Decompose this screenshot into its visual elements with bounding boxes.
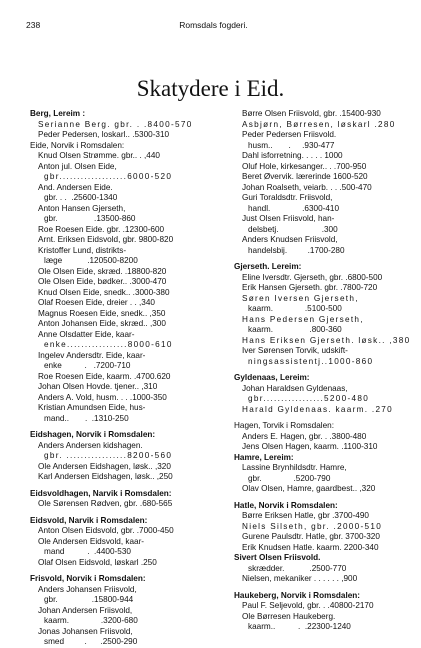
list-entry: Knud Olsen Strømme. gbr.. . ,440 [38,151,160,160]
list-entry: Ole Børresen Haukeberg. [242,611,336,621]
list-entry: Knud Olsen Eide, snedk.. .3000-380 [38,287,170,297]
section-heading: Frisvold, Norvik i Romsdalen: [30,574,146,583]
list-entry: Ingelev Andersdtr. Eide, kaar- [38,350,146,360]
list-entry: Hans Pedersen Gjerseth, [242,314,364,324]
list-entry: smed . .2500-290 [44,637,138,646]
list-entry: husm.. . .930-477 [248,140,335,150]
list-entry: Johan Andersen Friisvold, [38,605,133,615]
list-entry: Ole Sørensen Rødven, gbr. .680-565 [38,499,173,508]
list-entry: Jonas Johansen Friisvold, [38,626,133,636]
section-heading: Eidsvoldhagen, Narvik i Romsdalen: [30,488,172,498]
list-entry: Karl Andersen Eidshagen, løsk.. ,250 [38,472,173,481]
left-column [30,109,225,648]
running-head: Romsdals fogderi. [179,20,248,30]
list-entry: Iver Sørensen Torvik, udskift- [242,346,348,355]
list-entry: Kristian Amundsen Eide, hus- [38,403,146,412]
list-entry: gbr...................6000-520 [44,172,173,181]
list-entry: Ole Andersen Eidsvold, kaar- [38,536,145,546]
list-entry: Beret Øvervik. lærerinde 1600-520 [242,172,368,181]
list-entry: kaarm. .800-360 [248,325,342,334]
list-entry: gbr. .15800-944 [44,595,134,604]
list-entry: gbr. .5200-790 [248,473,331,483]
list-entry: gbr. .13500-860 [44,214,136,223]
list-entry: Søren Iversen Gjerseth, [242,293,359,303]
list-entry: Anders E. Hagen, gbr. . .3800-480 [242,431,367,441]
list-entry: mand . .4400-530 [44,547,131,556]
list-entry: Olaf Roesen Eide, dreier . . ,340 [38,298,155,307]
page-title: Skatydere i Eid. [136,76,285,101]
list-entry: Serianne Berg. gbr. . .8400-570 [38,119,193,129]
page-number: 238 [26,20,41,30]
section-heading: Gyldenaas, Lereim: [234,373,310,382]
section-heading: Eidsvold, Narvik i Romsdalen: [30,515,148,525]
section-heading: Eidshagen, Norvik i Romsdalen: [30,430,156,439]
list-entry: Asbjørn, Børresen, løskarl .280 [242,119,396,129]
list-entry: Ole Andersen Eidshagen, løsk.. ,320 [38,461,171,471]
list-entry: kaarm. .5100-500 [248,304,342,313]
list-entry: Anders Andersen kidshagen. [38,440,143,450]
list-entry: Anne Olsdatter Eide, kaar- [38,329,135,339]
list-entry: Oluf Hole, kirkesanger.. . .700-950 [242,161,367,171]
list-entry: Anton Olsen Eidsvold, gbr. .7000-450 [38,526,174,535]
right-column [234,109,421,633]
list-entry: skrædder. .2500-770 [248,563,347,573]
list-entry: handelsbij. .1700-280 [248,245,345,255]
list-entry: Just Olsen Friisvold, han- [242,214,335,223]
list-entry: Erik Hansen Gjerseth. gbr. .7800-720 [242,283,378,292]
list-entry: Anton Hansen Gjerseth, [38,203,126,213]
list-entry: Børre Olsen Friisvold, gbr. .15400-930 [242,109,381,118]
list-entry: Harald Gyldenaas. kaarm. .270 [242,404,394,414]
list-entry: Olav Olsen, Hamre, gaardbest.. ,320 [242,484,376,493]
list-entry: Guri Toraldsdtr. Friisvold, [242,193,333,202]
section-heading: Haukeberg, Norvik i Romsdalen: [234,590,361,600]
list-entry: Johan Haraldsen Gyldenaas, [242,383,348,393]
list-entry: Anders Knudsen Friisvold, [242,235,338,244]
list-entry: Magnus Roesen Eide, snedk.. ,350 [38,308,166,318]
list-entry: Gurene Paulsdtr. Hatle, gbr. 3700-320 [242,532,380,541]
list-entry: kaarm. .3200-680 [44,616,138,625]
list-entry: Johan Roalseth, veiarb. . . .500-470 [242,182,372,192]
list-entry: Erik Knudsen Hatle. kaarm. 2200-340 [242,542,379,552]
list-entry: Peder Pedersen, loskarl.. .5300-310 [38,130,170,139]
list-entry: gbr. . . .25600-1340 [44,193,118,202]
list-entry: gbr. .................8200-560 [44,451,173,460]
list-entry: Eline Iversdtr. Gjerseth, gbr. .6800-500 [242,272,383,282]
section-heading: Hatle, Norvik i Romsdalen: [234,500,338,510]
list-entry: Arnt. Eriksen Eidsvold, gbr. 9800-820 [38,235,174,244]
list-entry: Hagen, Torvik i Romsdalen: [234,421,334,430]
list-entry: Kristoffer Lund, distrikts- [38,245,127,255]
list-entry: And. Andersen Eide. [38,182,113,192]
list-entry: delsbetj. .300 [248,224,338,234]
section-heading: Gjerseth. Lereim: [234,262,302,271]
list-entry: handl. .6300-410 [248,203,340,213]
list-entry: gbr.................5200-480 [248,394,370,403]
section-heading: Berg, Lereim : [30,109,86,118]
page-header [26,20,401,32]
list-entry: mand.. . .1310-250 [44,413,129,423]
list-entry: Anders Johansen Friisvold, [38,584,137,594]
list-entry: Ole Olsen Eide, bødker.. .3000-470 [38,277,167,286]
list-entry: Paul F. Seljevold, gbr. . .40800-2170 [242,601,374,610]
list-entry: Dahl isforretning. . . . . 1000 [242,151,343,160]
list-entry: Hans Eriksen Gjerseth. løsk.. ,380 [242,335,411,345]
list-entry: Nielsen, mekaniker . . . . . . ,900 [242,574,358,583]
list-entry: Ole Olsen Eide, skræd. .18800-820 [38,266,167,276]
list-entry: Anton jul. Olsen Eide, [38,161,117,171]
list-entry: enke.................8000-610 [44,340,173,349]
list-entry: Børre Eriksen Hatle, gbr .3700-490 [242,511,369,520]
list-entry: Anton Johansen Eide, skræd.. ,300 [38,319,166,328]
list-entry: Eide, Norvik i Romsdalen: [30,140,125,150]
list-entry: Roe Roesen Eide. gbr. .12300-600 [38,224,165,234]
list-entry: enke . .7200-710 [44,361,131,370]
list-entry: Lassine Brynhildsdtr. Hamre, [242,463,347,472]
list-entry: læge .120500-8200 [44,256,138,265]
list-entry: ningsassistentj..1000-860 [248,356,374,366]
list-entry: Peder Pedersen Friisvold. [242,130,337,139]
list-entry: kaarm.. . .22300-1240 [248,622,351,631]
section-heading: Hamre, Lereim: [234,452,294,462]
list-entry: Roe Roesen Eide, kaarm. .4700.620 [38,371,171,381]
list-entry: Anders A. Vold, husm. . . .1000-350 [38,392,167,402]
section-heading: Sivert Olsen Friisvold. [234,553,321,562]
list-entry: Johan Olsen Hovde. tjener.. ,310 [38,382,158,391]
list-entry: Olaf Olsen Eidsvold, løskarl .250 [38,557,157,567]
list-entry: Niels Silseth, gbr. .2000-510 [242,521,383,531]
list-entry: Jens Olsen Hagen, kaarm. .1100-310 [242,442,378,451]
